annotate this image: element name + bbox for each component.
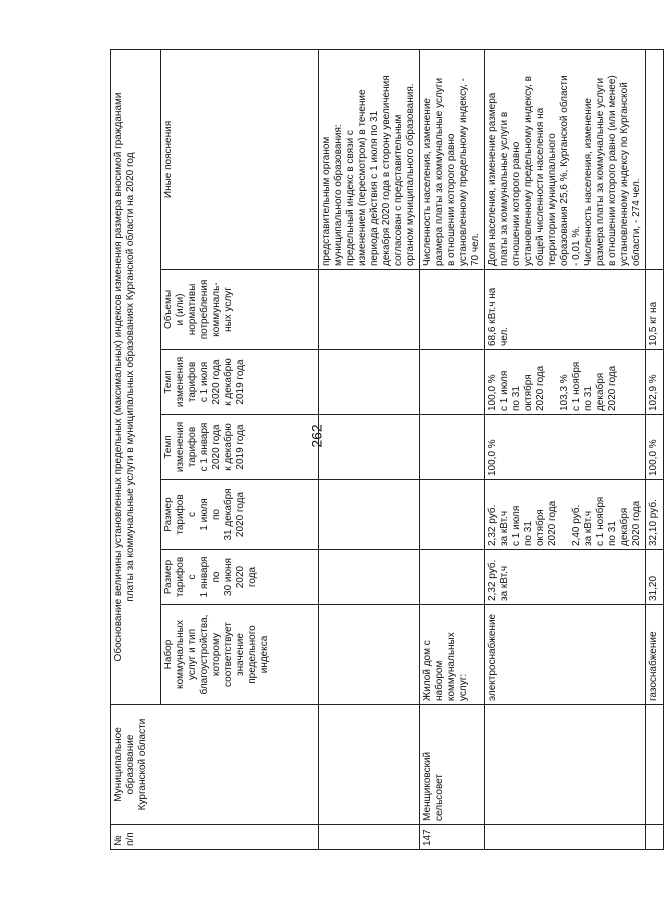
electricity-rate-jul-2: 103,3 % с 1 ноября по 31 декабря 2020 года (559, 361, 618, 411)
row-house-type: Жилой дом с набором коммунальных услуг: (420, 605, 485, 705)
table-row (319, 49, 420, 849)
header-num: № п/п (111, 825, 319, 850)
table-row (420, 49, 485, 849)
electricity-volume: 68,6 кВт.ч на чел. (485, 270, 646, 350)
page-number: 262 (308, 424, 325, 448)
notes-share-2: Численность населения, изменение размера платы за коммунальные услуги в отношении которого равно (или менее) установленному индексу по Курганской области, - 274 чел. (583, 75, 642, 266)
gas-rate-jul: 102,9 % (646, 350, 664, 415)
electricity-rate-jan: 100,0 % (485, 415, 646, 480)
index-justification-table (110, 49, 664, 850)
table-row (646, 49, 664, 849)
row-notes-shares (485, 49, 646, 269)
gas-tariff-jan: 31,20 (646, 550, 664, 605)
electricity-rate-jul-1: 100,0 % с 1 июля по 31 октября 2020 года (487, 365, 546, 411)
gas-service: газоснабжение (646, 605, 664, 705)
electricity-rate-jul (485, 350, 646, 415)
row-municipality: Менщиковский сельсовет (420, 705, 485, 825)
gas-rate-jan: 100,0 % (646, 415, 664, 480)
row-num: 147 (420, 825, 485, 850)
header-service-set: Набор коммунальных услуг и тип благоустройства, которому соответствует значение предельного индекса (161, 605, 319, 705)
electricity-tariff-jan: 2,32 руб. за кВт.ч (485, 550, 646, 605)
table-row (485, 49, 646, 849)
header-tariff-jul: Размер тарифов с 1 июля по 31 декабря 2020 года (161, 480, 319, 550)
header-notes: Иные пояснения (161, 49, 319, 269)
electricity-tariff-jul (485, 480, 646, 550)
electricity-service: электроснабжение (485, 605, 646, 705)
header-tariff-jan: Размер тарифов с 1 января по 30 июня 2020 года (161, 550, 319, 605)
continuation-note: представительным органом муниципального образования: предельный индекс в связи с изменением (пересмотром) в течение периода действия с 1 июля по 31 декабря 2020 года в сторону увеличения согласован с представительным органом муниципального образования. (319, 49, 420, 269)
header-municipality: Муниципальное образование Курганской области (111, 705, 319, 825)
header-group-title: Обоснование величины установленных предельных (максимальных) индексов изменения размера вносимой гражданами платы за коммунальные услуги в муниципальных образованиях Курганской области на 2020 год (111, 49, 161, 704)
electricity-tariff-jul-2: 2,40 руб. за кВт.ч с 1 ноября по 31 декабря 2020 года (571, 496, 642, 546)
header-rate-jan: Темп изменения тарифов с 1 января 2020 года к декабрю 2019 года (161, 415, 319, 480)
header-rate-jul: Темп изменения тарифов с 1 июля 2020 года к декабрю 2019 года (161, 350, 319, 415)
gas-tariff-jul: 32,10 руб. (646, 480, 664, 550)
rotated-table-container (110, 50, 659, 850)
notes-share-1: Доля населения, изменение размера платы за коммунальные услуги в отношении которого равно установленному предельному индексу, в общей численности населения на территории муниципального образования 25,6 %, Курганской области - 0,01 %. (487, 75, 582, 266)
gas-volume: 10,5 кг на (646, 270, 664, 350)
header-volumes: Объемы и (или) нормативы потребления коммуналь- ных услуг (161, 270, 319, 350)
electricity-tariff-jul-1: 2,32 руб. за кВт.ч с 1 июля по 31 октября 2020 года (487, 500, 558, 546)
row-notes-head: Численность населения, изменение размера платы за коммунальные услуги в отношении которого равно установленному предельному индексу, - 70 чел. (420, 49, 485, 269)
